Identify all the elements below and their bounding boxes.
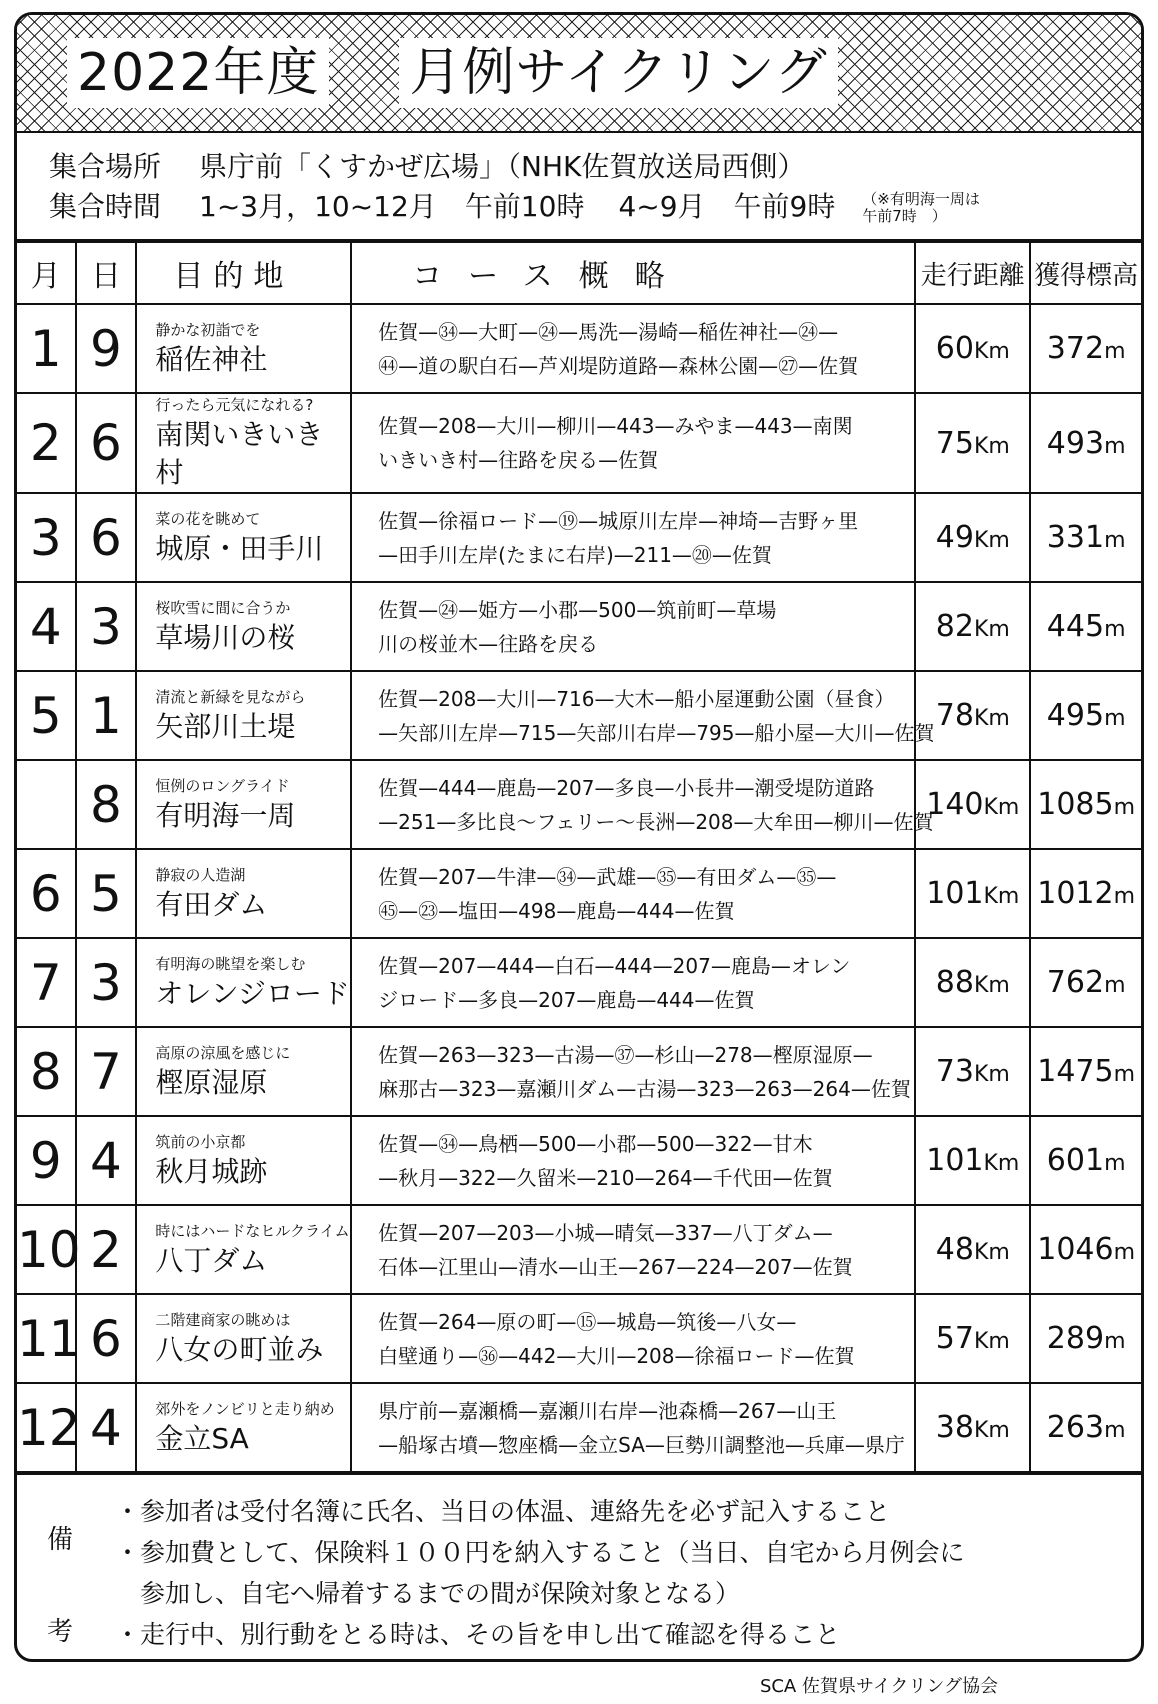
row-day: 2: [76, 1205, 137, 1294]
header-distance: 走行距離: [915, 242, 1030, 304]
row-elevation: [1030, 304, 1141, 393]
row-distance-value: 73: [935, 1054, 974, 1089]
row-catchphrase: 有明海の眺望を楽しむ: [155, 954, 306, 973]
row-destination-name: 樫原湿原: [155, 1065, 268, 1099]
row-distance: [915, 1116, 1030, 1205]
remark-line: 参加し、自宅へ帰着するまでの間が保険対象となる）: [115, 1579, 741, 1608]
row-course-line: 佐賀—264—原の町—⑮—城島—筑後—八女—: [378, 1309, 797, 1334]
row-distance-unit: Km: [973, 339, 1010, 364]
row-destination: [136, 849, 351, 938]
meeting-time-label: 集合時間: [49, 190, 162, 223]
table-header-row: [17, 242, 1141, 304]
row-distance-unit: Km: [973, 1062, 1010, 1087]
meeting-time-b: 4~9月 午前9時: [618, 190, 836, 223]
row-course-line: 佐賀—208—大川—柳川—443—みやま—443—南関: [378, 414, 853, 438]
row-distance-unit: Km: [973, 528, 1010, 553]
row-elevation-unit: m: [1113, 884, 1136, 909]
row-elevation-unit: m: [1113, 1062, 1136, 1087]
row-destination: [136, 393, 351, 493]
row-elevation-unit: m: [1104, 433, 1126, 459]
row-course-line: —251—多比良〜フェリー〜長洲—208—大牟田—柳川—佐賀: [378, 809, 934, 834]
row-elevation-unit: m: [1104, 1329, 1126, 1354]
row-distance-unit: Km: [973, 973, 1010, 998]
row-destination: [136, 582, 351, 671]
row-destination-name: 有明海一周: [155, 798, 296, 832]
row-elevation-unit: m: [1104, 973, 1126, 998]
row-elevation: [1030, 1027, 1141, 1116]
row-distance: [915, 1205, 1030, 1294]
row-elevation-value: 762: [1046, 965, 1105, 1000]
table-row: [17, 1294, 1141, 1383]
row-course: [351, 1383, 915, 1472]
row-course-line: 佐賀—㉞—大町—㉔—馬洗—湯崎—稲佐神社—㉔—: [378, 319, 839, 344]
row-month: [17, 760, 76, 849]
row-elevation-unit: m: [1113, 1240, 1136, 1265]
row-elevation: [1030, 1294, 1141, 1383]
row-month: 2: [17, 393, 76, 493]
row-distance: [915, 304, 1030, 393]
row-course: [351, 1294, 915, 1383]
row-month: 4: [17, 582, 76, 671]
row-elevation: [1030, 938, 1141, 1027]
row-month: 9: [17, 1116, 76, 1205]
row-course-line: —秋月—322—久留米—210—264—千代田—佐賀: [378, 1165, 833, 1190]
row-destination-name: 秋月城跡: [155, 1154, 268, 1188]
row-catchphrase: 行ったら元気になれる?: [155, 396, 314, 414]
row-distance-value: 101: [926, 876, 984, 911]
row-course-line: —船塚古墳—惣座橋—金立SA—巨勢川調整池—兵庫—県庁: [378, 1432, 905, 1457]
row-elevation: [1030, 1116, 1141, 1205]
row-elevation: [1030, 760, 1141, 849]
row-distance-unit: Km: [973, 1240, 1010, 1265]
row-destination: [136, 671, 351, 760]
row-elevation: [1030, 493, 1141, 582]
row-distance-unit: Km: [973, 433, 1010, 459]
row-distance: [915, 582, 1030, 671]
table-row: [17, 938, 1141, 1027]
row-day: 3: [76, 582, 137, 671]
row-destination-name: 金立SA: [155, 1421, 249, 1455]
row-destination: [136, 1383, 351, 1472]
row-distance-unit: Km: [983, 884, 1020, 909]
row-elevation-unit: m: [1113, 795, 1136, 820]
row-destination-name: 八女の町並み: [155, 1332, 324, 1366]
row-destination-name: 八丁ダム: [155, 1243, 268, 1277]
row-destination: [136, 493, 351, 582]
row-distance: [915, 1294, 1030, 1383]
row-elevation-unit: m: [1104, 706, 1126, 731]
row-distance-value: 78: [935, 698, 974, 733]
header-month: 月: [17, 242, 76, 304]
row-course-line: いきいき村—往路を戻る—佐賀: [378, 448, 659, 472]
header-course: コース概略: [351, 242, 915, 304]
row-elevation: [1030, 1383, 1141, 1472]
remarks-label-2: 考: [47, 1617, 74, 1647]
row-day: 4: [76, 1383, 137, 1472]
row-elevation-unit: m: [1104, 1151, 1126, 1176]
remark-line: ・参加者は受付名簿に氏名、当日の体温、連絡先を必ず記入すること: [115, 1497, 891, 1526]
table-row: [17, 1027, 1141, 1116]
row-distance-value: 140: [926, 787, 984, 822]
row-course: [351, 849, 915, 938]
row-course: [351, 582, 915, 671]
table-row: [17, 304, 1141, 393]
row-elevation-value: 1475: [1037, 1054, 1114, 1089]
header-destination: 目的地: [136, 242, 351, 304]
row-course: [351, 760, 934, 849]
row-catchphrase: 筑前の小京都: [155, 1132, 246, 1151]
row-elevation-value: 372: [1046, 331, 1105, 366]
row-elevation-unit: m: [1104, 617, 1126, 642]
row-elevation: [1030, 849, 1141, 938]
row-catchphrase: 恒例のロングライド: [155, 776, 290, 795]
title-banner: [17, 15, 1141, 133]
remark-line: ・参加費として、保険料１００円を納入すること（当日、自宅から月例会に: [115, 1538, 965, 1567]
row-distance-value: 75: [935, 425, 974, 461]
row-course-line: ジロード—多良—207—鹿島—444—佐賀: [378, 987, 755, 1012]
row-distance: [915, 849, 1030, 938]
row-course-line: ㊹—道の駅白石—芦刈堤防道路—森林公園—㉗—佐賀: [378, 353, 859, 378]
row-day: 9: [76, 304, 137, 393]
row-catchphrase: 時にはハードなヒルクライム: [155, 1221, 350, 1240]
row-day: 4: [76, 1116, 137, 1205]
row-destination-name: 南関いきいき村: [155, 418, 324, 489]
table-row: [17, 582, 1141, 671]
row-course-line: 白壁通り—㊱—442—大川—208—徐福ロード—佐賀: [378, 1343, 855, 1368]
row-distance-unit: Km: [983, 1151, 1020, 1176]
row-destination: [136, 304, 351, 393]
row-elevation-value: 493: [1046, 425, 1105, 461]
row-distance: [915, 493, 1030, 582]
row-month: 1: [17, 304, 76, 393]
row-elevation-value: 495: [1046, 698, 1105, 733]
row-elevation-value: 289: [1046, 1321, 1105, 1356]
header-elevation: 獲得標高: [1030, 242, 1141, 304]
table-row: [17, 1205, 1141, 1294]
meeting-place-label: 集合場所: [49, 150, 162, 183]
meeting-time-row: [49, 187, 1141, 227]
row-distance-value: 60: [935, 331, 974, 366]
row-course-line: 佐賀—㉔—姫方—小郡—500—筑前町—草場: [378, 597, 777, 622]
row-catchphrase: 高原の涼風を感じに: [155, 1043, 291, 1062]
row-destination: [136, 1205, 351, 1294]
row-course-line: 佐賀—263—323—古湯—㊲—杉山—278—樫原湿原—: [378, 1042, 873, 1067]
row-month: 10: [17, 1205, 76, 1294]
row-elevation: [1030, 1205, 1141, 1294]
row-course-line: —矢部川左岸—715—矢部川右岸—795—船小屋—大川—佐賀: [378, 720, 935, 745]
row-distance-value: 88: [935, 965, 974, 1000]
table-row: [17, 671, 1141, 760]
row-distance: [915, 938, 1030, 1027]
row-course-line: ㊺—㉓—塩田—498—鹿島—444—佐賀: [378, 898, 735, 923]
row-month: 7: [17, 938, 76, 1027]
row-distance: [915, 1383, 1030, 1472]
row-distance-unit: Km: [973, 706, 1010, 731]
row-catchphrase: 菜の花を眺めて: [155, 509, 261, 528]
row-catchphrase: 桜吹雪に間に合うか: [155, 598, 291, 617]
meeting-time-a: 1~3月，10~12月 午前10時: [199, 190, 585, 223]
schedule-table: [17, 241, 1141, 1473]
row-distance: [915, 671, 1030, 760]
row-course: [351, 1205, 915, 1294]
row-elevation-value: 331: [1046, 520, 1105, 555]
title-year: 2022年度: [67, 38, 329, 108]
row-elevation-unit: m: [1104, 339, 1126, 364]
remark-line: ・走行中、別行動をとる時は、その旨を申し出て確認を得ること: [115, 1620, 841, 1649]
row-distance-value: 82: [935, 609, 974, 644]
row-course-line: 佐賀—208—大川—716—大木—船小屋運動公園（昼食）: [378, 686, 895, 711]
row-day: 7: [76, 1027, 137, 1116]
row-destination: [136, 1027, 351, 1116]
row-catchphrase: 静かな初詣でを: [155, 320, 261, 339]
row-day: 1: [76, 671, 137, 760]
row-destination-name: オレンジロード: [155, 976, 350, 1010]
row-month: 11: [17, 1294, 76, 1383]
row-month: 12: [17, 1383, 76, 1472]
row-catchphrase: 郊外をノンビリと走り納め: [155, 1399, 335, 1418]
row-course-line: 石体—江里山—清水—山王—267—224—207—佐賀: [378, 1254, 853, 1279]
row-elevation: [1030, 671, 1141, 760]
row-course: [351, 304, 915, 393]
row-elevation-value: 1046: [1037, 1232, 1114, 1267]
meeting-time-note: （※有明海一周は 午前7時 ）: [862, 190, 980, 225]
row-distance-unit: Km: [973, 1329, 1010, 1354]
table-row: [17, 849, 1141, 938]
row-elevation-value: 263: [1046, 1410, 1105, 1445]
row-elevation-unit: m: [1104, 528, 1126, 553]
title-name: 月例サイクリング: [399, 38, 837, 108]
row-distance: [915, 1027, 1030, 1116]
row-destination-name: 城原・田手川: [155, 531, 324, 565]
row-course-line: 佐賀—㉞—鳥栖—500—小郡—500—322—甘木: [378, 1131, 813, 1156]
remarks: [17, 1473, 1141, 1662]
row-distance-value: 57: [935, 1321, 974, 1356]
row-catchphrase: 静寂の人造湖: [155, 865, 246, 884]
remarks-list: [115, 1491, 965, 1655]
row-distance-value: 49: [935, 520, 974, 555]
table-row: [17, 760, 1141, 849]
row-course-line: 川の桜並木—往路を戻る: [378, 631, 599, 656]
row-elevation-value: 601: [1046, 1143, 1105, 1178]
row-catchphrase: 清流と新緑を見ながら: [155, 687, 306, 706]
row-day: 8: [76, 760, 137, 849]
row-course: [351, 938, 915, 1027]
row-course: [351, 1027, 915, 1116]
row-elevation-value: 1012: [1037, 876, 1114, 911]
row-elevation-value: 1085: [1037, 787, 1114, 822]
row-course-line: 佐賀—徐福ロード—⑲—城原川左岸—神埼—吉野ヶ里: [378, 508, 859, 533]
row-distance: [915, 393, 1030, 493]
row-distance-value: 101: [926, 1143, 984, 1178]
row-month: 8: [17, 1027, 76, 1116]
row-course-line: 麻那古—323—嘉瀬川ダム—古湯—323—263—264—佐賀: [378, 1076, 911, 1101]
row-distance-unit: Km: [983, 795, 1020, 820]
row-distance-value: 38: [935, 1410, 974, 1445]
row-elevation-unit: m: [1104, 1418, 1126, 1443]
row-day: 6: [76, 493, 137, 582]
row-course-line: —田手川左岸(たまに右岸)—211—⑳—佐賀: [378, 542, 772, 567]
row-catchphrase: 二階建商家の眺めは: [155, 1310, 291, 1329]
row-course: [351, 1116, 915, 1205]
row-distance-unit: Km: [973, 617, 1010, 642]
schedule-sheet: [14, 12, 1144, 1662]
row-destination: [136, 1294, 351, 1383]
header-day: 日: [76, 242, 137, 304]
row-course-line: 佐賀—207—203—小城—晴気—337—八丁ダム—: [378, 1220, 833, 1245]
meeting-place: 県庁前「くすかぜ広場」（NHK佐賀放送局西側）: [199, 150, 806, 183]
row-course: [351, 671, 935, 760]
row-day: 6: [76, 1294, 137, 1383]
row-course-line: 佐賀—444—鹿島—207—多良—小長井—潮受堤防道路: [378, 775, 875, 800]
meeting-place-row: [49, 147, 1141, 187]
row-destination-name: 草場川の桜: [155, 620, 296, 654]
row-destination-name: 矢部川土堤: [155, 709, 296, 743]
row-course: [351, 493, 915, 582]
row-distance-value: 48: [935, 1232, 974, 1267]
row-course-line: 県庁前—嘉瀬橋—嘉瀬川右岸—池森橋—267—山王: [378, 1398, 837, 1423]
row-distance-unit: Km: [973, 1418, 1010, 1443]
row-elevation: [1030, 393, 1141, 493]
row-elevation-value: 445: [1046, 609, 1105, 644]
row-month: 5: [17, 671, 76, 760]
table-row: [17, 1383, 1141, 1472]
table-row: [17, 393, 1141, 493]
row-course-line: 佐賀—207—牛津—㉞—武雄—㉟—有田ダム—㉟—: [378, 864, 837, 889]
row-elevation: [1030, 582, 1141, 671]
row-destination: [136, 760, 351, 849]
table-row: [17, 493, 1141, 582]
row-destination-name: 稲佐神社: [155, 342, 268, 376]
remarks-label-1: 備: [47, 1525, 74, 1555]
row-destination: [136, 938, 351, 1027]
row-distance: [915, 760, 1030, 849]
row-destination-name: 有田ダム: [155, 887, 268, 921]
row-day: 6: [76, 393, 137, 493]
row-course-line: 佐賀—207—444—白石—444—207—鹿島—オレン: [378, 953, 851, 978]
row-month: 6: [17, 849, 76, 938]
row-destination: [136, 1116, 351, 1205]
meeting-info: [17, 133, 1141, 241]
row-course: [351, 393, 915, 493]
row-day: 3: [76, 938, 137, 1027]
row-day: 5: [76, 849, 137, 938]
table-row: [17, 1116, 1141, 1205]
footer-organization: SCA 佐賀県サイクリング協会: [759, 1676, 998, 1697]
row-month: 3: [17, 493, 76, 582]
